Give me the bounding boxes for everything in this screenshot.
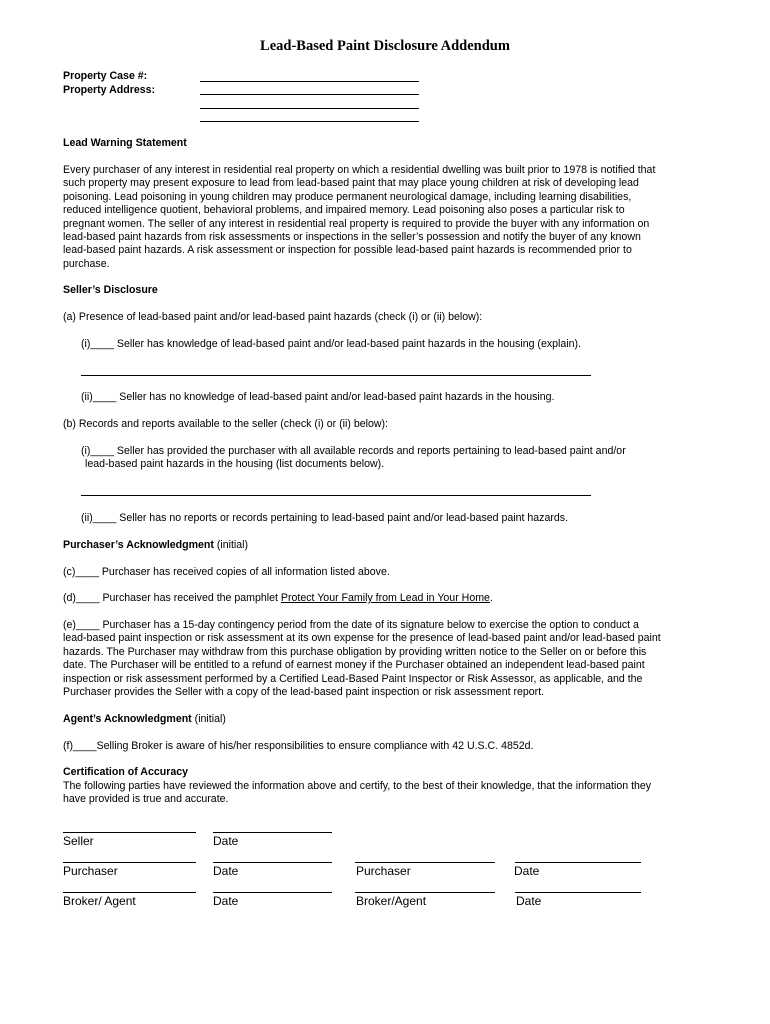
purchasers-ack-title: Purchaser’s Acknowledgment <box>63 539 214 551</box>
disclosure-a-i: (i)____ Seller has knowledge of lead-based paint and/or lead-based paint hazards in the housing (explain). <box>81 338 581 350</box>
certification-heading: Certification of Accuracy <box>63 766 188 778</box>
ack-c: (c)____ Purchaser has received copies of all information listed above. <box>63 566 390 578</box>
purchaser-2-signature-field[interactable] <box>355 862 495 863</box>
lead-warning-line: lead-based paint hazards from risk assessments or inspections in the seller’s possession and notify the buyer of any known <box>63 231 641 244</box>
disclosure-b-ii: (ii)____ Seller has no reports or records pertaining to lead-based paint and/or lead-based paint hazards. <box>81 512 569 524</box>
ack-e-line: hazards. The Purchaser may withdraw from this purchase obligation by providing written notice to the Seller on or before this <box>63 645 647 658</box>
seller-date-field[interactable] <box>213 832 332 833</box>
sellers-disclosure-heading: Seller’s Disclosure <box>63 284 158 296</box>
disclosure-a-ii: (ii)____ Seller has no knowledge of lead-based paint and/or lead-based paint hazards in the housing. <box>81 391 555 403</box>
broker-agent-date-field[interactable] <box>213 892 332 893</box>
document-title: Lead-Based Paint Disclosure Addendum <box>260 38 510 54</box>
property-address-label: Property Address: <box>63 84 156 96</box>
disclosure-b: (b) Records and reports available to the seller (check (i) or (ii) below): <box>63 418 388 430</box>
ack-e-line: (e)____ Purchaser has a 15-day contingency period from the date of its signature below to exercise the option to conduct a <box>63 619 639 631</box>
ack-d-text: (d)____ Purchaser has received the pamphlet <box>63 592 281 604</box>
certification-line: have provided is true and accurate. <box>63 793 229 805</box>
property-address-field-line-3[interactable] <box>200 121 419 122</box>
purchaser-label: Purchaser <box>63 864 118 878</box>
seller-signature-field[interactable] <box>63 832 196 833</box>
agents-ack-heading <box>63 713 226 726</box>
broker-agent-label: Broker/ Agent <box>63 894 136 908</box>
disclosure-b-i-continued: lead-based paint hazards in the housing (list documents below). <box>85 458 385 470</box>
seller-date-label: Date <box>213 834 239 848</box>
ack-d-end: . <box>489 592 493 604</box>
disclosure-b-i: (i)____ Seller has provided the purchaser with all available records and reports pertaining to lead-based paint and/or <box>81 445 626 457</box>
purchaser-2-date-label: Date <box>514 864 540 878</box>
disclosure-a: (a) Presence of lead-based paint and/or lead-based paint hazards (check (i) or (ii) below): <box>63 311 483 323</box>
property-address-field[interactable] <box>200 94 419 95</box>
purchaser-2-label: Purchaser <box>356 864 411 878</box>
ack-d <box>63 592 493 605</box>
ack-e <box>63 619 713 699</box>
lead-warning-line: poisoning. Lead poisoning in young children may produce permanent neurological damage, including learning disabilities, <box>63 190 632 203</box>
broker-agent-2-date-field[interactable] <box>515 892 641 893</box>
lead-warning-line: lead-based paint hazards. A risk assessment or inspection for possible lead-based paint hazards is recommended prior to <box>63 244 632 257</box>
documents-list-field[interactable] <box>81 495 591 496</box>
purchaser-2-date-field[interactable] <box>515 862 641 863</box>
lead-warning-line: Every purchaser of any interest in residential real property on which a residential dwelling was built prior to 1978 is notified that <box>63 164 656 176</box>
ack-e-line: lead-based paint inspection or risk assessment at its own expense for the presence of lead-based paint and/or lead-based paint <box>63 632 661 645</box>
purchaser-signature-field[interactable] <box>63 862 196 863</box>
seller-label: Seller <box>63 834 94 848</box>
property-case-field[interactable] <box>200 81 419 82</box>
broker-agent-2-date-label: Date <box>516 894 542 908</box>
property-address-field-line-2[interactable] <box>200 108 419 109</box>
lead-warning-line: purchase. <box>63 257 110 270</box>
broker-agent-signature-field[interactable] <box>63 892 196 893</box>
certification-line: The following parties have reviewed the information above and certify, to the best of their knowledge, that the information they <box>63 780 652 792</box>
purchasers-ack-note: (initial) <box>213 539 249 551</box>
agents-ack-title: Agent’s Acknowledgment <box>63 713 192 725</box>
ack-e-line: Purchaser provides the Seller with a copy of the lead-based paint inspection or risk assessment report. <box>63 686 545 699</box>
lead-warning-line: such property may present exposure to lead from lead-based paint that may place young children at risk of developing lead <box>63 177 639 190</box>
ack-e-line: date. The Purchaser will be entitled to a refund of earnest money if the Purchaser obtained an independent lead-based paint <box>63 659 645 672</box>
purchaser-date-label: Date <box>213 864 239 878</box>
ack-f: (f)____Selling Broker is aware of his/her responsibilities to ensure compliance with 42 U.S.C. 4852d. <box>63 740 534 752</box>
lead-warning-line: pregnant women. The seller of any interest in residential real property is required to provide the buyer with any information on <box>63 217 650 230</box>
agents-ack-note: (initial) <box>191 713 226 725</box>
lead-warning-heading: Lead Warning Statement <box>63 137 187 149</box>
purchasers-ack-heading <box>63 539 248 552</box>
lead-warning-body <box>63 164 713 271</box>
ack-e-line: inspection or risk assessment performed by a Certified Lead-Based Paint Inspector or Risk Assessor, as applicable, and the <box>63 672 643 685</box>
pamphlet-title: Protect Your Family from Lead in Your Home <box>280 592 490 604</box>
lead-warning-line: reduced intelligence quotient, behavioral problems, and impaired memory. Lead poisoning also poses a particular risk to <box>63 204 625 217</box>
purchaser-date-field[interactable] <box>213 862 332 863</box>
broker-agent-2-label: Broker/Agent <box>356 894 427 908</box>
broker-agent-date-label: Date <box>213 894 239 908</box>
explain-field[interactable] <box>81 375 591 376</box>
property-case-label: Property Case #: <box>63 70 148 82</box>
broker-agent-2-signature-field[interactable] <box>355 892 495 893</box>
